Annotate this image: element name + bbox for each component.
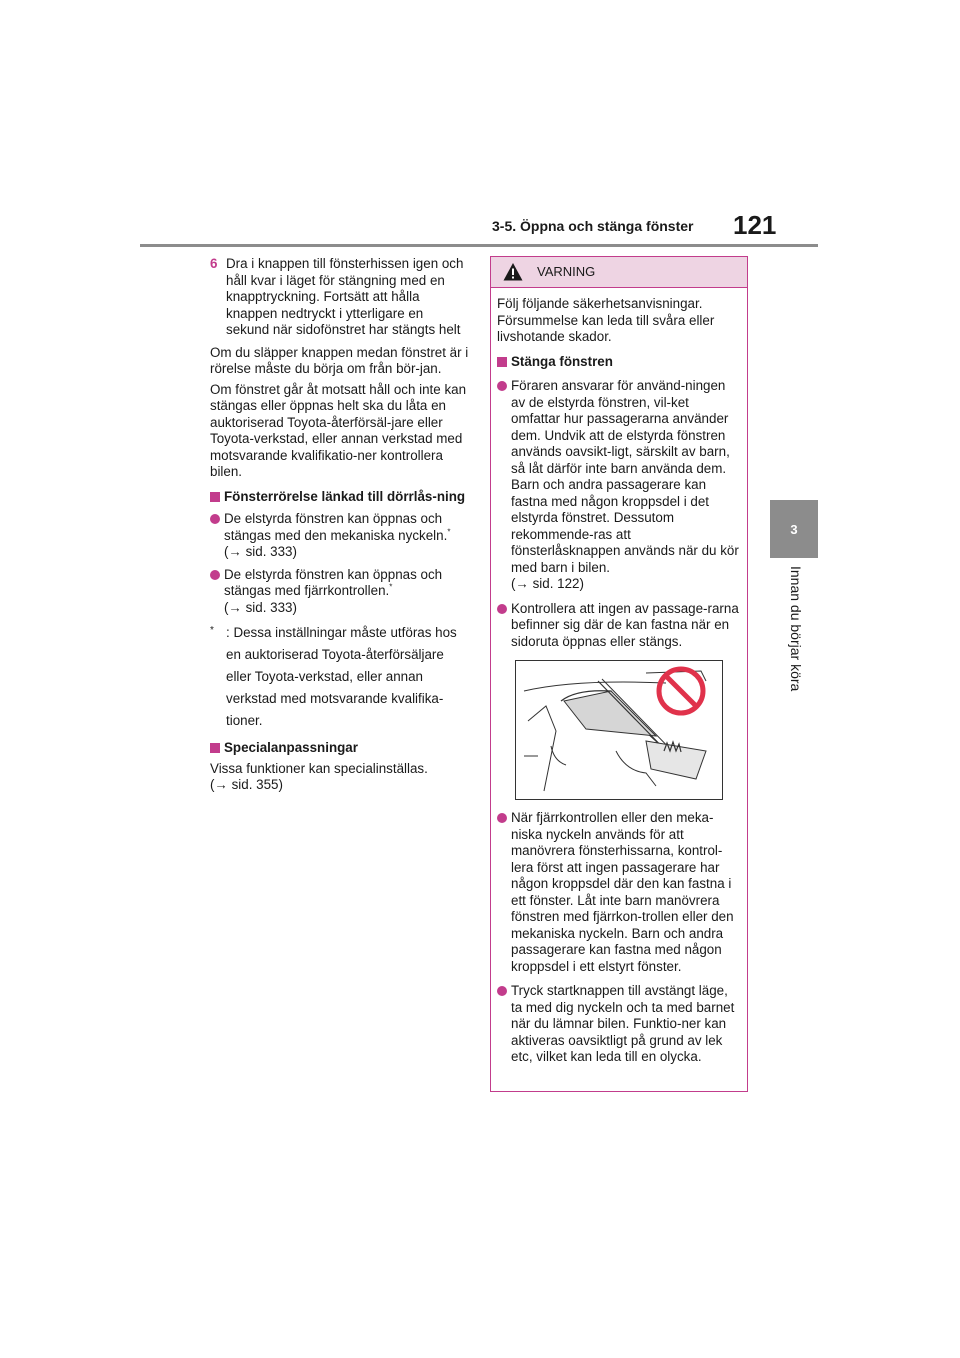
square-bullet-icon <box>210 743 220 753</box>
warning-body <box>491 288 747 1066</box>
warning-bullet-passengers <box>497 601 741 651</box>
warning-subheading <box>497 354 741 371</box>
bullet-text: Kontrollera att ingen av passage-rarna befinner sig där de kan fastna när en sidoruta öppnas eller stängs. <box>511 600 739 649</box>
page-reference[interactable]: (→ sid. 333) <box>224 544 297 559</box>
header-divider <box>140 244 818 247</box>
warning-triangle-icon <box>503 262 523 282</box>
chapter-tab[interactable] <box>770 500 818 558</box>
chapter-number: 3 <box>790 521 798 537</box>
bullet-text: Tryck startknappen till avstängt läge, ta med dig nyckeln och ta med barnet när du lämnar bilen. Funktio-ner kan aktiveras oavsiktligt på grund av lek etc, vilket kan leda till en olycka. <box>511 983 735 1064</box>
subheading-text: Stänga fönstren <box>511 353 613 369</box>
bullet-dot-icon <box>497 604 507 614</box>
chapter-title: Innan du börjar köra <box>788 566 804 692</box>
illustration-hand-in-window <box>515 660 723 800</box>
subheading-text: Specialanpassningar <box>224 740 358 755</box>
warning-box <box>490 256 748 1092</box>
bullet-mechanical-key <box>210 511 470 561</box>
page-reference[interactable]: (→ sid. 122) <box>511 576 584 591</box>
footnote-text: : Dessa inställningar måste utföras hos en auktoriserad Toyota-återförsäljare eller Toyota-verkstad, eller annan verkstad med motsvarande kvalifika-tioner. <box>226 625 457 728</box>
step-number: 6 <box>210 256 218 271</box>
subheading-text: Fönsterrörelse länkad till dörrlås-ning <box>224 488 466 504</box>
bullet-text: Föraren ansvarar för använd-ningen av de elstyrda fönstren, vil-ket omfattar hur passagerarna använder dem. Undvik att de elstyrda fönstren används oavsikt-ligt, särskilt av barn, så låt därför inte barn använda dem. Barn och andra passagerare kan fastna med någon kroppsdel i det elstyrda fönstret. Dessutom rekommende-ras att fönsterlåsknappen används när du kör med barn i bilen. <box>511 378 739 575</box>
car-window-illustration <box>516 661 722 799</box>
warning-bullet-start-button <box>497 983 741 1066</box>
bullet-dot-icon <box>497 381 507 391</box>
subheading-customization <box>210 740 470 757</box>
paragraph-release: Om du släpper knappen medan fönstret är i rörelse måste du börja om från bör-jan. <box>210 344 469 376</box>
square-bullet-icon <box>210 492 220 502</box>
bullet-text: De elstyrda fönstren kan öppnas och stängas med fjärrkontrollen. <box>224 566 443 598</box>
warning-bullet-driver <box>497 378 741 593</box>
paragraph-customization <box>210 761 470 794</box>
warning-label: VARNING <box>537 264 596 279</box>
bullet-remote <box>210 567 470 617</box>
section-title: 3-5. Öppna och stänga fönster <box>492 218 694 234</box>
step-6 <box>210 256 470 339</box>
paragraph-text: Vissa funktioner kan specialinställas. <box>210 760 428 776</box>
page-reference[interactable]: (→ sid. 333) <box>224 599 297 615</box>
bullet-dot-icon <box>210 514 220 524</box>
warning-intro: Följ följande säkerhetsanvisningar. Försummelse kan leda till svåra eller livshotande skador. <box>497 296 715 344</box>
subheading-door-lock <box>210 489 470 506</box>
warning-bullet-remote <box>497 810 741 975</box>
footnote <box>210 622 470 732</box>
bullet-text: De elstyrda fönstren kan öppnas och stängas med den mekaniska nyckeln. <box>224 511 448 543</box>
paragraph-wrong-direction: Om fönstret går åt motsatt håll och inte kan stängas eller öppnas helt ska du låta en auktoriserad Toyota-återförsäl-jare eller Toyota-verkstad, eller annan verkstad med motsvarande kvalifikatio-ner kontrollera bilen. <box>210 381 467 479</box>
bullet-text: När fjärrkontrollen eller den meka-niska nyckeln används för att manövrera fönsterhissarna, kontrol-lera först att ingen passagerare har någon kroppsdel där den kan fastna i ett fönster. Låt inte barn manövrera fönstren med fjärrkon-trollen eller den mekaniska nyckeln. Barn och andra passagerare kan fastna med någon kroppsdel i ett elstyrt fönster. <box>511 810 734 974</box>
page-number: 121 <box>733 210 777 240</box>
bullet-dot-icon <box>497 986 507 996</box>
page-reference[interactable]: (→ sid. 355) <box>210 777 283 792</box>
square-bullet-icon <box>497 357 507 367</box>
step-text: Dra i knappen till fönsterhissen igen och håll kvar i läget för stängning med en knapptryckning. Fortsätt att hålla knappen nedtryckt i ytterligare en sekund när sidofönstret har stängts helt <box>226 256 464 337</box>
warning-header <box>491 257 747 288</box>
bullet-dot-icon <box>497 813 507 823</box>
main-column <box>210 256 470 798</box>
footnote-asterisk: * <box>210 625 214 636</box>
footnote-marker: * <box>389 582 393 592</box>
bullet-dot-icon <box>210 570 220 580</box>
footnote-marker: * <box>447 527 451 537</box>
